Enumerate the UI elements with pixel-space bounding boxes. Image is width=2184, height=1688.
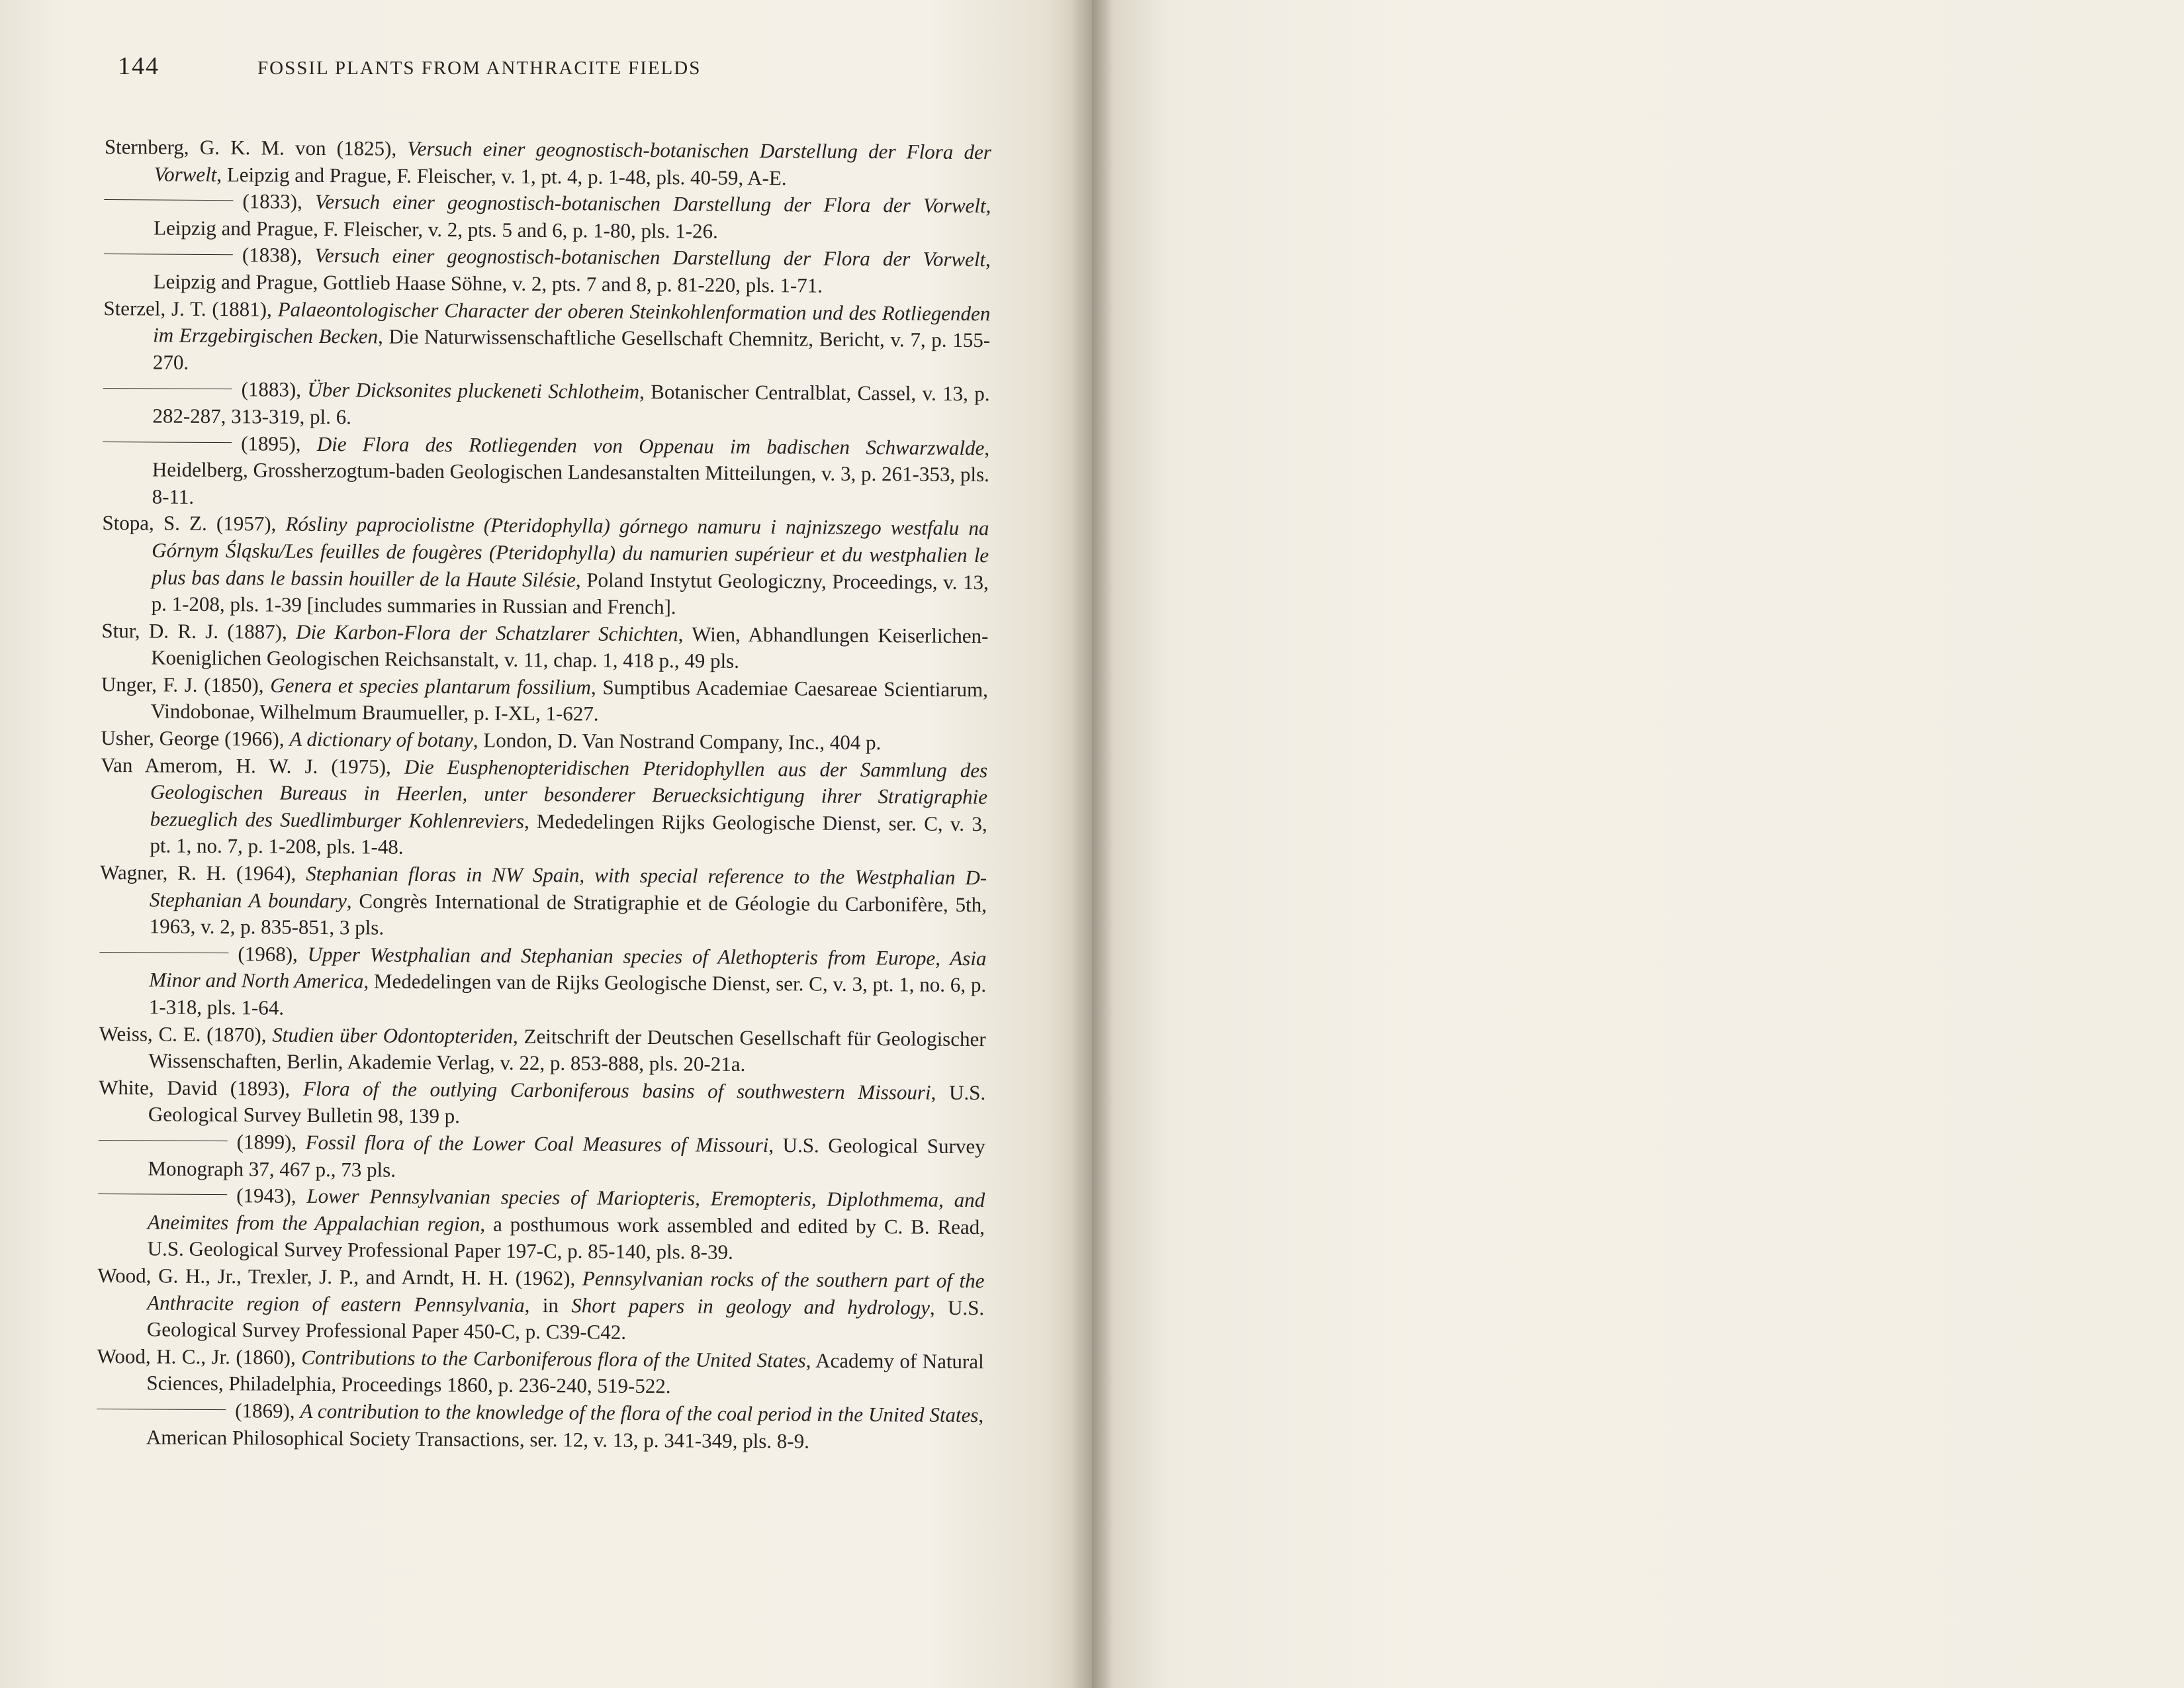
- right-page: [1092, 0, 2184, 1688]
- reference-title: Versuch einer geognostisch-botanischen Darstellung der Flora der Vorwelt: [154, 136, 991, 186]
- reference-text: , Leipzig and Prague, F. Fleischer, v. 1, pt. 4, p. 1-48, pls. 40-59, A-E.: [216, 162, 787, 189]
- reference-entry: [100, 752, 987, 865]
- reference-entry: [104, 187, 991, 246]
- reference-text: , Botanischer Centralblat, Cassel, v. 13, p. 282-287, 313-319, pl. 6.: [152, 380, 990, 429]
- reference-entry: [99, 1021, 985, 1080]
- reference-text: Stur, D. R. J. (1887),: [101, 618, 296, 643]
- reference-text: , Die Naturwissenschaftliche Gesellschaft Chemnitz, Bericht, v. 7, p. 155-270.: [152, 324, 991, 374]
- reference-title: Lower Pennsylvanian species of Mariopteris, Eremopteris, Diplothmema, and Aneimites from the Appalachian region: [147, 1184, 985, 1236]
- reference-text: (1883),: [241, 377, 308, 402]
- reference-entry: [104, 241, 991, 300]
- reference-entry: [100, 859, 987, 945]
- reference-entry: [99, 1074, 985, 1133]
- reference-text: (1943),: [236, 1184, 307, 1208]
- reference-entry: [101, 671, 988, 730]
- reference-text: , Mededelingen Rijks Geologische Dienst, ser. C, v. 3, pt. 1, no. 7, p. 1-208, pls. 1-48.: [150, 809, 987, 859]
- repeat-author-rule: [103, 387, 232, 389]
- reference-text: Sterzel, J. T. (1881),: [103, 296, 278, 321]
- reference-text: (1833),: [242, 189, 316, 214]
- reference-title: Upper Westphalian and Stephanian species of Alethopteris from Europe, Asia Minor and North America: [149, 942, 987, 993]
- reference-entry: [97, 1262, 985, 1348]
- reference-text: (1895),: [241, 431, 317, 455]
- left-running-title: FOSSIL PLANTS FROM ANTHRACITE FIELDS: [257, 58, 702, 79]
- reference-title: Pennsylvanian rocks of the southern part of the Anthracite region of eastern Pennsylvania: [147, 1266, 985, 1317]
- reference-text: (1838),: [242, 243, 315, 267]
- reference-text: Wagner, R. H. (1964),: [100, 861, 306, 885]
- reference-title: Studien über Odontopteriden: [272, 1023, 514, 1048]
- reference-text: Weiss, C. E. (1870),: [99, 1021, 273, 1047]
- reference-title: Die Flora des Rotliegenden von Oppenau im badischen Schwarzwalde: [316, 432, 985, 459]
- reference-title: Die Karbon-Flora der Schatzlarer Schichten: [296, 620, 678, 645]
- reference-text: Sternberg, G. K. M. von (1825),: [104, 134, 408, 160]
- reference-text: Wood, G. H., Jr., Trexler, J. P., and Arndt, H. H. (1962),: [97, 1263, 583, 1290]
- reference-text: , Sumptibus Academiae Caesareae Scientiarum, Vindobonae, Wilhelmum Braumueller, p. I-XL, 1-627.: [150, 675, 989, 726]
- reference-title: Palaeontologischer Character der oberen Steinkohlenformation und des Rotliegenden im Erzgebirgischen Becken: [153, 297, 991, 348]
- reference-entry: [98, 1182, 985, 1268]
- reference-text: (1899),: [236, 1130, 306, 1154]
- reference-text: , Wien, Abhandlungen Keiserlichen-Koeniglichen Geologischen Reichsanstalt, v. 11, chap. 1, 418 p., 49 pls.: [151, 622, 989, 673]
- reference-entry: [101, 618, 988, 677]
- reference-entry: [103, 375, 989, 434]
- reference-title: Über Dicksonites pluckeneti Schlotheim: [307, 378, 640, 404]
- reference-title: Short papers in geology and hydrology: [571, 1293, 931, 1319]
- reference-title: Genera et species plantarum fossilium: [270, 673, 592, 699]
- reference-title: Versuch einer geognostisch-botanischen Darstellung der Flora der Vorwelt: [314, 244, 986, 271]
- reference-entry: [97, 1343, 983, 1402]
- left-page-number: 144: [118, 52, 159, 80]
- repeat-author-rule: [98, 1194, 227, 1195]
- reference-entry: [98, 1128, 985, 1187]
- reference-text: Stopa, S. Z. (1957),: [102, 511, 286, 536]
- reference-entry: [103, 295, 991, 381]
- reference-text: (1869),: [235, 1399, 300, 1423]
- repeat-author-rule: [104, 254, 233, 255]
- reference-entry: [99, 940, 987, 1026]
- reference-title: Versuch einer geognostisch-botanischen Darstellung der Flora der Vorwelt: [314, 190, 986, 218]
- left-reference-list: [97, 134, 991, 1456]
- reference-text: , a posthumous work assembled and edited by C. B. Read, U.S. Geological Survey Professional Paper 197-C, p. 85-140, pls. 8-39.: [147, 1212, 985, 1264]
- repeat-author-rule: [104, 199, 233, 201]
- repeat-author-rule: [99, 952, 228, 953]
- reference-text: , Congrès International de Stratigraphie et de Géologie du Carbonifère, 5th, 1963, v. 2, p. 835-851, 3 pls.: [149, 888, 987, 939]
- reference-text: White, David (1893),: [99, 1075, 304, 1100]
- reference-title: Flora of the outlying Carboniferous basins of southwestern Missouri: [302, 1076, 931, 1104]
- reference-text: , U.S. Geological Survey Professional Paper 450-C, p. C39-C42.: [146, 1295, 985, 1344]
- reference-title: Fossil flora of the Lower Coal Measures of Missouri: [305, 1130, 769, 1157]
- repeat-author-rule: [103, 442, 232, 443]
- reference-title: Contributions to the Carboniferous flora of the United States: [301, 1345, 806, 1372]
- reference-text: , Heidelberg, Grossherzogtum-baden Geologischen Landesanstalten Mitteilungen, v. 3, p. 261-353, pls. 8-11.: [152, 436, 990, 508]
- reference-title: Die Eusphenopteridischen Pteridophyllen aus der Sammlung des Geologischen Bureaus in Heerlen, unter besonderer Beruecksichtigung ihrer Stratigraphie bezueglich des Suedlimburger Kohlenreviers: [150, 755, 988, 833]
- reference-text: , U.S. Geological Survey Monograph 37, 467 p., 73 pls.: [148, 1133, 985, 1182]
- reference-title: A dictionary of botany: [289, 727, 473, 752]
- reference-text: , Leipzig and Prague, F. Fleischer, v. 2, pts. 5 and 6, p. 1-80, pls. 1-26.: [154, 194, 991, 243]
- reference-text: , Leipzig and Prague, Gottlieb Haase Söhne, v. 2, pts. 7 and 8, p. 81-220, pls. 1-71.: [153, 248, 991, 297]
- reference-entry: [103, 430, 990, 516]
- reference-title: Stephanian floras in NW Spain, with special reference to the Westphalian D-Stephanian A boundary: [149, 861, 987, 912]
- reference-text: Wood, H. C., Jr. (1860),: [97, 1344, 302, 1369]
- reference-entry: [102, 510, 989, 623]
- book-gutter-shadow: [1071, 0, 1113, 1688]
- reference-text: Van Amerom, H. W. J. (1975),: [101, 753, 404, 778]
- reference-title: A contribution to the knowledge of the flora of the coal period in the United States: [300, 1399, 979, 1427]
- reference-text: , Academy of Natural Sciences, Philadelphia, Proceedings 1860, p. 236-240, 519-522.: [146, 1348, 984, 1398]
- reference-text: , U.S. Geological Survey Bulletin 98, 139 p.: [148, 1080, 986, 1128]
- reference-entry: [105, 134, 991, 193]
- reference-text: Unger, F. J. (1850),: [101, 672, 271, 697]
- reference-text: , in: [524, 1293, 572, 1317]
- reference-title: Rósliny paprociolistne (Pteridophylla) górnego namuru i najnizszego westfalu na Górnym Śląsku/Les feuilles de fougères (Pteridophylla) du namurien supérieur et du westphalien le plus bas dans le bassin houiller de la Haute Silésie: [151, 512, 989, 591]
- left-running-head: [118, 52, 1005, 81]
- reference-entry: [97, 1397, 983, 1456]
- reference-text: , London, D. Van Nostrand Company, Inc., 404 p.: [473, 728, 882, 755]
- reference-text: , Mededelingen van de Rijks Geologische Dienst, ser. C, v. 3, pt. 1, no. 6, p. 1-318, pls. 1-64.: [148, 969, 987, 1019]
- reference-text: , Zeitschrift der Deutschen Gesellschaft für Geologischer Wissenschaften, Berlin, Akademie Verlag, v. 22, p. 853-888, pls. 20-21a.: [148, 1024, 986, 1076]
- reference-text: Usher, George (1966),: [101, 726, 290, 751]
- repeat-author-rule: [99, 1140, 228, 1141]
- reference-text: , Poland Instytut Geologiczny, Proceedings, v. 13, p. 1-208, pls. 1-39 [includes summaries in Russian and French].: [151, 567, 989, 619]
- reference-text: , American Philosophical Society Transactions, ser. 12, v. 13, p. 341-349, pls. 8-9.: [146, 1403, 984, 1453]
- reference-text: (1968),: [238, 942, 308, 966]
- repeat-author-rule: [97, 1409, 226, 1410]
